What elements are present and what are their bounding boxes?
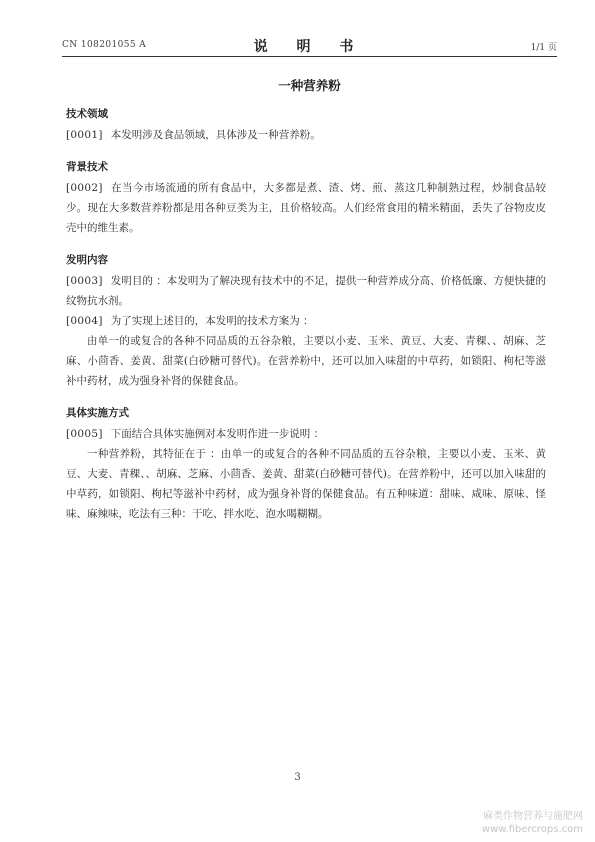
paragraph-number: [0001] — [66, 129, 103, 141]
paragraph-number: [0004] — [66, 315, 103, 327]
paragraph-text: 为了实现上述目的，本发明的技术方案为 ： — [110, 315, 314, 327]
paragraph-0002 — [66, 178, 546, 238]
paragraph-number: [0005] — [66, 428, 103, 440]
invention-title: 一种营养粉 — [278, 78, 341, 93]
specification-body — [66, 106, 546, 538]
page-header — [62, 36, 557, 57]
paragraph-text: 在当今市场流通的所有食品中，大多都是煮、渣、烤、煎、蒸这几种制熟过程，炒制食品较少。现在大多数营养粉都是用各种豆类为主，且价格较高。人们经常食用的精米精面，丢失了谷物皮皮壳中的维生素。 — [66, 182, 546, 234]
section-technical-field — [66, 106, 546, 145]
watermark — [482, 810, 583, 836]
paragraph-0004 — [66, 311, 546, 331]
section-heading: 发明内容 — [66, 254, 108, 266]
section-summary — [66, 252, 546, 391]
paragraph-0001 — [66, 125, 546, 145]
paragraph-0003 — [66, 271, 546, 311]
paragraph-continuation: 一种营养粉，其特征在于 ：由单一的或复合的各种不同品质的五谷杂粮，主要以小麦、玉米、黄豆、大麦、青稞、、胡麻、芝麻、小茴香、姜黄、甜菜(白砂糖可替代)。在营养粉中，还可以加入味甜的中草药，如锁阳、枸杞等滋补中药材，成为强身补肾的保健食品。有五种味道：甜味、咸味、原味、怪味、麻辣味，吃法有三种：干吃、拌水吃、泡水喝糊糊。 — [66, 448, 546, 520]
publication-number: CN 108201055 A — [62, 40, 147, 50]
watermark-url: www.fibercrops.com — [481, 824, 583, 835]
page-info: 1/1 页 — [530, 43, 557, 53]
paragraph-0005 — [66, 424, 546, 444]
paragraph-text: 发明目的 ：本发明为了解决现有技术中的不足，提供一种营养成分高、价格低廉、方便快捷的纹物抗水剂。 — [66, 275, 546, 307]
paragraph-text: 本发明涉及食品领域，具体涉及一种营养粉。 — [110, 129, 321, 141]
section-heading: 技术领域 — [66, 108, 108, 120]
section-background — [66, 159, 546, 238]
paragraph-number: [0003] — [66, 275, 103, 287]
watermark-line: 麻类作物营养与施肥网 — [483, 811, 583, 822]
section-heading: 具体实施方式 — [66, 407, 129, 419]
page-number: 3 — [294, 772, 301, 783]
paragraph-text: 下面结合具体实施例对本发明作进一步说明 ： — [110, 428, 325, 440]
paragraph-continuation: 由单一的或复合的各种不同品质的五谷杂粮，主要以小麦、玉米、黄豆、大麦、青稞、、胡麻、芝麻、小茴香、姜黄、甜菜(白砂糖可替代)。在营养粉中，还可以加入味甜的中草药，如锁阳、枸杞等滋补中药材，成为强身补肾的保健食品。 — [66, 335, 546, 387]
paragraph-number: [0002] — [66, 182, 103, 194]
section-detailed-description — [66, 405, 546, 524]
document-type-title: 说 明 书 — [253, 39, 366, 55]
section-heading: 背景技术 — [66, 161, 108, 173]
